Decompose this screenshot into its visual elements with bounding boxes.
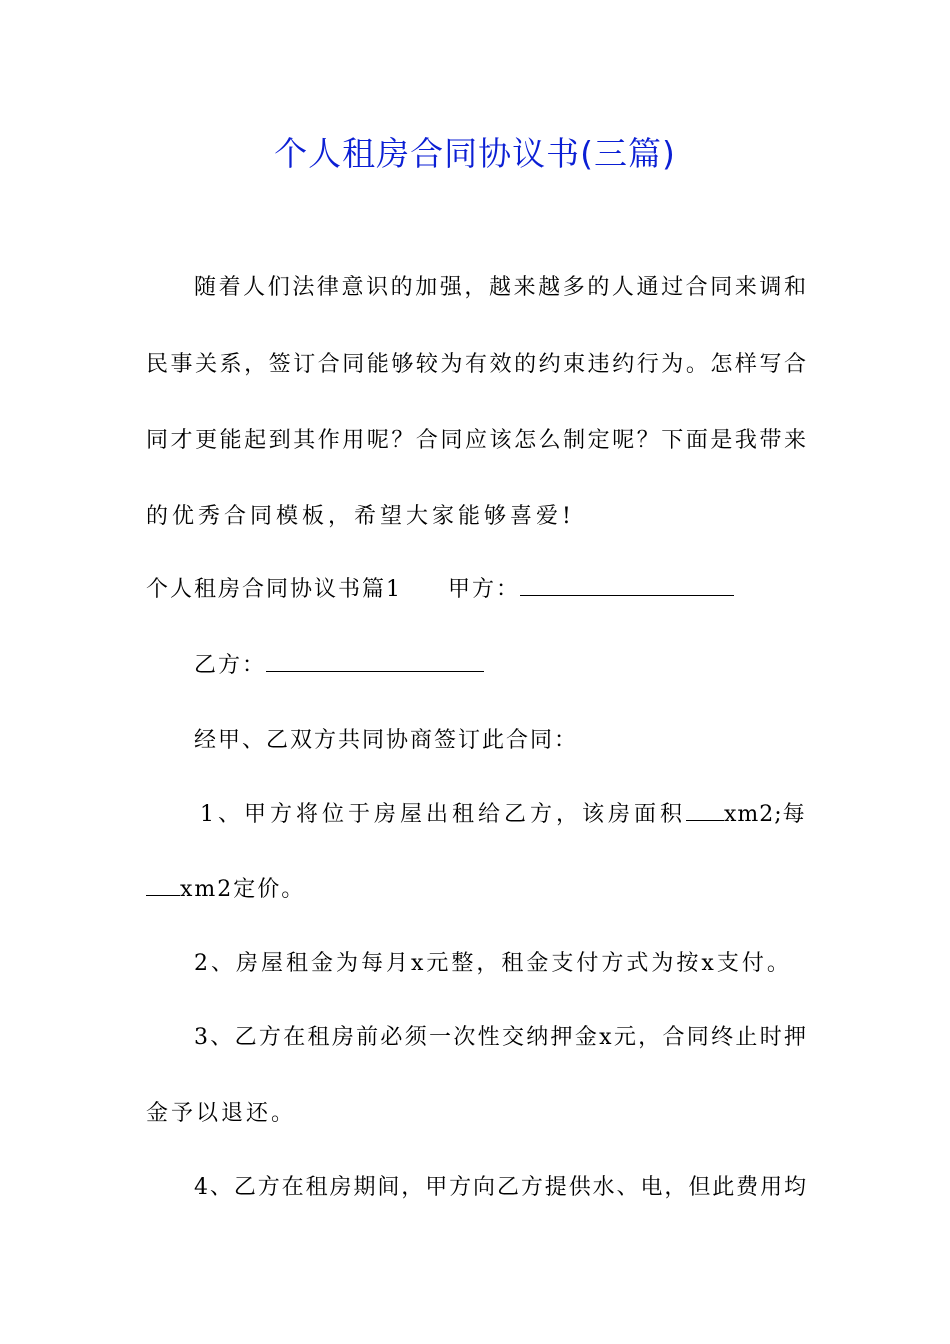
clause-1-price-text: xm2定价。 xyxy=(180,877,306,902)
intro-line-3: 同才更能起到其作用呢？合同应该怎么制定呢？下面是我带来 xyxy=(146,428,806,453)
clause-1-line-2 xyxy=(146,872,806,903)
intro-line-1: 随着人们法律意识的加强，越来越多的人通过合同来调和 xyxy=(194,275,806,300)
clause-1-text: 1、甲方将位于房屋出租给乙方，该房面积 xyxy=(200,802,686,827)
intro-line-2: 民事关系，签订合同能够较为有效的约束违约行为。怎样写合 xyxy=(146,352,806,377)
clause-2: 2、房屋租金为每月x元整，租金支付方式为按x支付。 xyxy=(194,951,792,976)
clause-1-area-blank xyxy=(686,798,724,821)
party-a-label: 甲方： xyxy=(448,577,521,602)
clause-1-line-1 xyxy=(200,797,806,828)
party-b-row xyxy=(194,648,854,679)
agreement-line: 经甲、乙双方共同协商签订此合同： xyxy=(194,728,579,753)
intro-line-4: 的优秀合同模板，希望大家能够喜爱! xyxy=(146,504,575,529)
section-heading-row xyxy=(146,572,806,603)
party-b-label: 乙方： xyxy=(194,653,267,678)
party-b-blank xyxy=(266,649,484,672)
clause-1-price-blank xyxy=(146,873,180,896)
clause-3-line-2: 金予以退还。 xyxy=(146,1101,297,1126)
clause-1-unit: xm2;每 xyxy=(724,802,806,827)
clause-4-line-1: 4、乙方在租房期间，甲方向乙方提供水、电，但此费用均 xyxy=(194,1175,806,1200)
section-heading: 个人租房合同协议书篇1 xyxy=(146,577,402,602)
document-title: 个人租房合同协议书(三篇) xyxy=(274,134,676,173)
clause-3-line-1: 3、乙方在租房前必须一次性交纳押金x元，合同终止时押 xyxy=(194,1025,806,1050)
party-a-blank xyxy=(520,573,734,596)
